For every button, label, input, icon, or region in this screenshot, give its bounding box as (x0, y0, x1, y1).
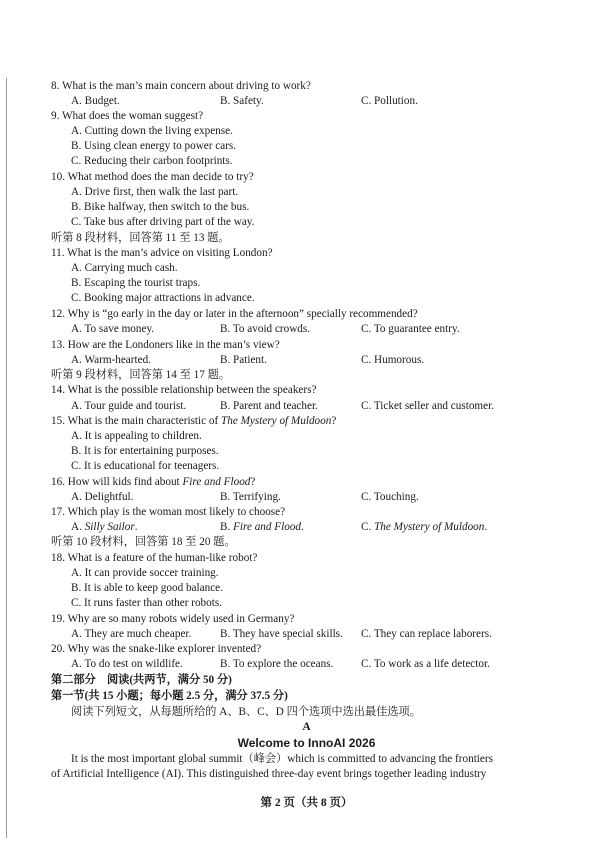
question-10-option-c: C. Take bus after driving part of the way. (71, 216, 255, 228)
question-16-stem-text: 16. How will kids find about (51, 476, 183, 488)
question-8-option-c: C. Pollution. (361, 95, 418, 107)
question-10-option-b: B. Bike halfway, then switch to the bus. (71, 201, 250, 213)
part-two-heading: 第二部分 阅读(共两节，满分 50 分) (51, 674, 232, 686)
question-20-option-c: C. To work as a life detector. (361, 658, 490, 670)
question-15-play-title: The Mystery of Muldoon (221, 415, 332, 427)
question-15-option-b: B. It is for entertaining purposes. (71, 445, 219, 457)
passage-line-1: It is the most important global summit（峰会）which is committed to advancing the frontiers (71, 753, 493, 765)
question-12-option-a: A. To save money. (71, 323, 155, 335)
question-8-option-b: B. Safety. (220, 95, 264, 107)
question-15-option-a: A. It is appealing to children. (71, 430, 202, 442)
question-16-option-c: C. Touching. (361, 491, 419, 503)
section-instruction-8: 听第 8 段材料，回答第 11 至 13 题。 (51, 232, 230, 244)
question-18-option-b: B. It is able to keep good balance. (71, 582, 223, 594)
question-14-option-a: A. Tour guide and tourist. (71, 400, 187, 412)
page-footer: 第 2 页（共 8 页） (260, 797, 353, 809)
option-end: . (301, 521, 304, 533)
question-12-stem: 12. Why is “go early in the day or later in the afternoon” specially recommended? (51, 308, 418, 320)
section-instruction-9: 听第 9 段材料，回答第 14 至 17 题。 (51, 369, 231, 381)
question-11-stem: 11. What is the man’s advice on visiting London? (51, 247, 273, 259)
question-17-stem: 17. Which play is the woman most likely to choose? (51, 506, 286, 518)
reading-instruction: 阅读下列短文，从每题所给的 A、B、C、D 四个选项中选出最佳选项。 (71, 706, 421, 718)
passage-letter: A (302, 721, 311, 733)
question-20-option-a: A. To do test on wildlife. (71, 658, 183, 670)
question-19-option-b: B. They have special skills. (220, 628, 343, 640)
question-15-stem-end: ? (331, 415, 337, 427)
question-9-option-c: C. Reducing their carbon footprints. (71, 155, 233, 167)
question-17-option-a (71, 520, 138, 535)
question-19-option-a: A. They are much cheaper. (71, 628, 192, 640)
question-10-stem: 10. What method does the man decide to try? (51, 171, 254, 183)
play-title: Silly Sailor (84, 521, 135, 533)
question-13-option-c: C. Humorous. (361, 354, 425, 366)
play-title: The Mystery of Muldoon (374, 521, 485, 533)
question-14-option-b: B. Parent and teacher. (220, 400, 318, 412)
question-11-option-c: C. Booking major attractions in advance. (71, 292, 255, 304)
question-16-stem (51, 475, 255, 490)
option-letter: C. (361, 521, 375, 533)
question-17-option-b (220, 520, 304, 535)
question-15-stem (51, 414, 336, 429)
option-end: . (484, 521, 488, 533)
question-9-option-a: A. Cutting down the living expense. (71, 125, 233, 137)
question-18-option-c: C. It runs faster than other robots. (71, 597, 222, 609)
question-18-stem: 18. What is a feature of the human-like robot? (51, 552, 258, 564)
question-18-option-a: A. It can provide soccer training. (71, 567, 219, 579)
question-19-stem: 19. Why are so many robots widely used in Germany? (51, 613, 295, 625)
question-8-stem: 8. What is the man’s main concern about driving to work? (51, 80, 311, 92)
option-letter: A. (71, 521, 85, 533)
question-20-option-b: B. To explore the oceans. (220, 658, 334, 670)
question-16-play-title: Fire and Flood (182, 476, 251, 488)
question-15-stem-text: 15. What is the main characteristic of (51, 415, 222, 427)
question-13-stem: 13. How are the Londoners like in the man’s view? (51, 339, 280, 351)
question-16-option-b: B. Terrifying. (220, 491, 281, 503)
question-16-stem-end: ? (250, 476, 256, 488)
question-13-option-a: A. Warm-hearted. (71, 354, 151, 366)
question-17-option-c (361, 520, 487, 535)
section-instruction-10: 听第 10 段材料，回答第 18 至 20 题。 (51, 536, 236, 548)
question-10-option-a: A. Drive first, then walk the last part. (71, 186, 239, 198)
question-13-option-b: B. Patient. (220, 354, 267, 366)
play-title: Fire and Flood (233, 521, 302, 533)
question-11-option-a: A. Carrying much cash. (71, 262, 178, 274)
passage-title: Welcome to InnoAI 2026 (237, 736, 376, 750)
question-20-stem: 20. Why was the snake-like explorer invented? (51, 643, 262, 655)
question-14-stem: 14. What is the possible relationship between the speakers? (51, 384, 317, 396)
passage-line-2: of Artificial Intelligence (AI). This distinguished three-day event brings together leading industry (51, 768, 487, 780)
question-12-option-b: B. To avoid crowds. (220, 323, 311, 335)
question-11-option-b: B. Escaping the tourist traps. (71, 277, 201, 289)
question-9-stem: 9. What does the woman suggest? (51, 110, 204, 122)
section-one-heading: 第一节(共 15 小题；每小题 2.5 分，满分 37.5 分) (51, 690, 288, 702)
option-letter: B. (220, 521, 234, 533)
question-16-option-a: A. Delightful. (71, 491, 134, 503)
question-19-option-c: C. They can replace laborers. (361, 628, 492, 640)
question-14-option-c: C. Ticket seller and customer. (361, 400, 494, 412)
question-9-option-b: B. Using clean energy to power cars. (71, 140, 237, 152)
question-15-option-c: C. It is educational for teenagers. (71, 460, 220, 472)
question-12-option-c: C. To guarantee entry. (361, 323, 460, 335)
question-8-option-a: A. Budget. (71, 95, 120, 107)
option-end: . (134, 521, 138, 533)
